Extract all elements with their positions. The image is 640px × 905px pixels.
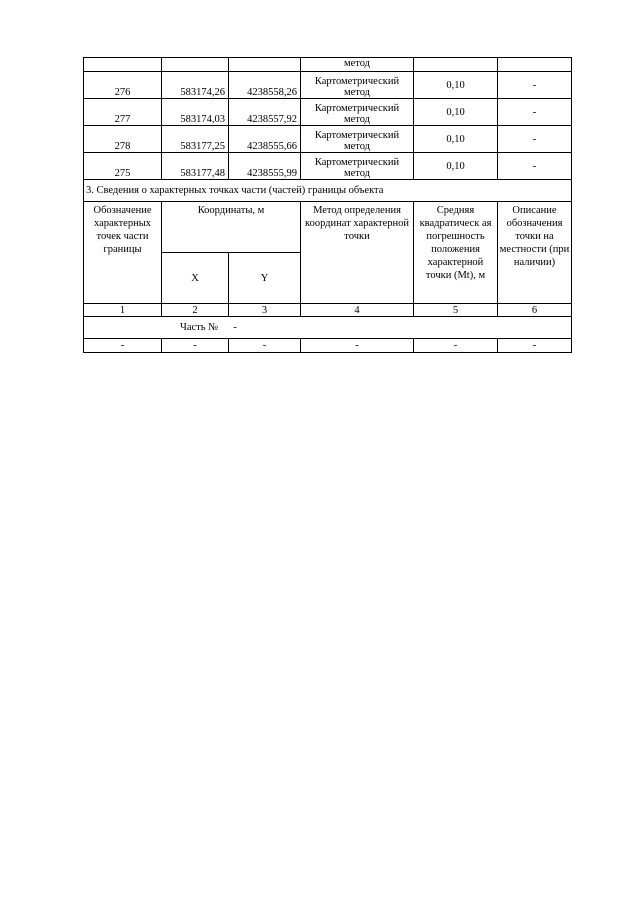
table-row	[84, 99, 572, 126]
point-number: 277	[84, 99, 162, 126]
header-designation: Обозначение характерных точек части границы	[84, 202, 162, 304]
section-title-row	[84, 180, 572, 202]
table-row	[84, 153, 572, 180]
column-number: 6	[498, 304, 572, 317]
empty-cell: -	[84, 339, 162, 353]
x-coordinate: 583174,26	[162, 72, 229, 99]
y-coordinate: 4238555,66	[229, 126, 301, 153]
coordinates-table	[83, 57, 572, 353]
y-coordinate: 4238558,26	[229, 72, 301, 99]
table-row	[84, 72, 572, 99]
empty-cell: -	[498, 339, 572, 353]
header-x: X	[162, 253, 229, 304]
table-row	[84, 126, 572, 153]
method-cell: метод	[301, 58, 414, 72]
part-value: -	[233, 322, 237, 333]
x-coordinate: 583177,48	[162, 153, 229, 180]
error-cell: 0,10	[414, 72, 498, 99]
header-error: Средняя квадратическ ая погрешность положения характерной точки (Mt), м	[414, 202, 498, 304]
description-cell: -	[498, 99, 572, 126]
section-title: 3. Сведения о характерных точках части (частей) границы объекта	[84, 180, 572, 202]
column-number: 3	[229, 304, 301, 317]
description-cell: -	[498, 72, 572, 99]
column-number: 4	[301, 304, 414, 317]
description-cell: -	[498, 126, 572, 153]
description-cell: -	[498, 153, 572, 180]
point-number: 275	[84, 153, 162, 180]
method-cell: Картометрический метод	[301, 72, 414, 99]
header-coordinates: Координаты, м	[162, 202, 301, 253]
header-row	[84, 202, 572, 253]
part-row	[84, 317, 572, 339]
y-coordinate: 4238557,92	[229, 99, 301, 126]
method-cell: Картометрический метод	[301, 153, 414, 180]
empty-row	[84, 339, 572, 353]
empty-cell: -	[301, 339, 414, 353]
header-description: Описание обозначения точки на местности (при наличии)	[498, 202, 572, 304]
column-number: 5	[414, 304, 498, 317]
empty-cell: -	[229, 339, 301, 353]
header-y: Y	[229, 253, 301, 304]
column-numbers-row	[84, 304, 572, 317]
method-cell: Картометрический метод	[301, 99, 414, 126]
empty-cell: -	[162, 339, 229, 353]
column-number: 1	[84, 304, 162, 317]
error-cell: 0,10	[414, 126, 498, 153]
column-number: 2	[162, 304, 229, 317]
method-cell: Картометрический метод	[301, 126, 414, 153]
fragment-row	[84, 58, 572, 72]
part-label: Часть №	[180, 322, 219, 333]
error-cell: 0,10	[414, 153, 498, 180]
point-number: 276	[84, 72, 162, 99]
empty-cell: -	[414, 339, 498, 353]
point-number: 278	[84, 126, 162, 153]
header-method: Метод определения координат характерной точки	[301, 202, 414, 304]
part-label-cell	[84, 317, 572, 339]
error-cell: 0,10	[414, 99, 498, 126]
x-coordinate: 583174,03	[162, 99, 229, 126]
y-coordinate: 4238555,99	[229, 153, 301, 180]
x-coordinate: 583177,25	[162, 126, 229, 153]
